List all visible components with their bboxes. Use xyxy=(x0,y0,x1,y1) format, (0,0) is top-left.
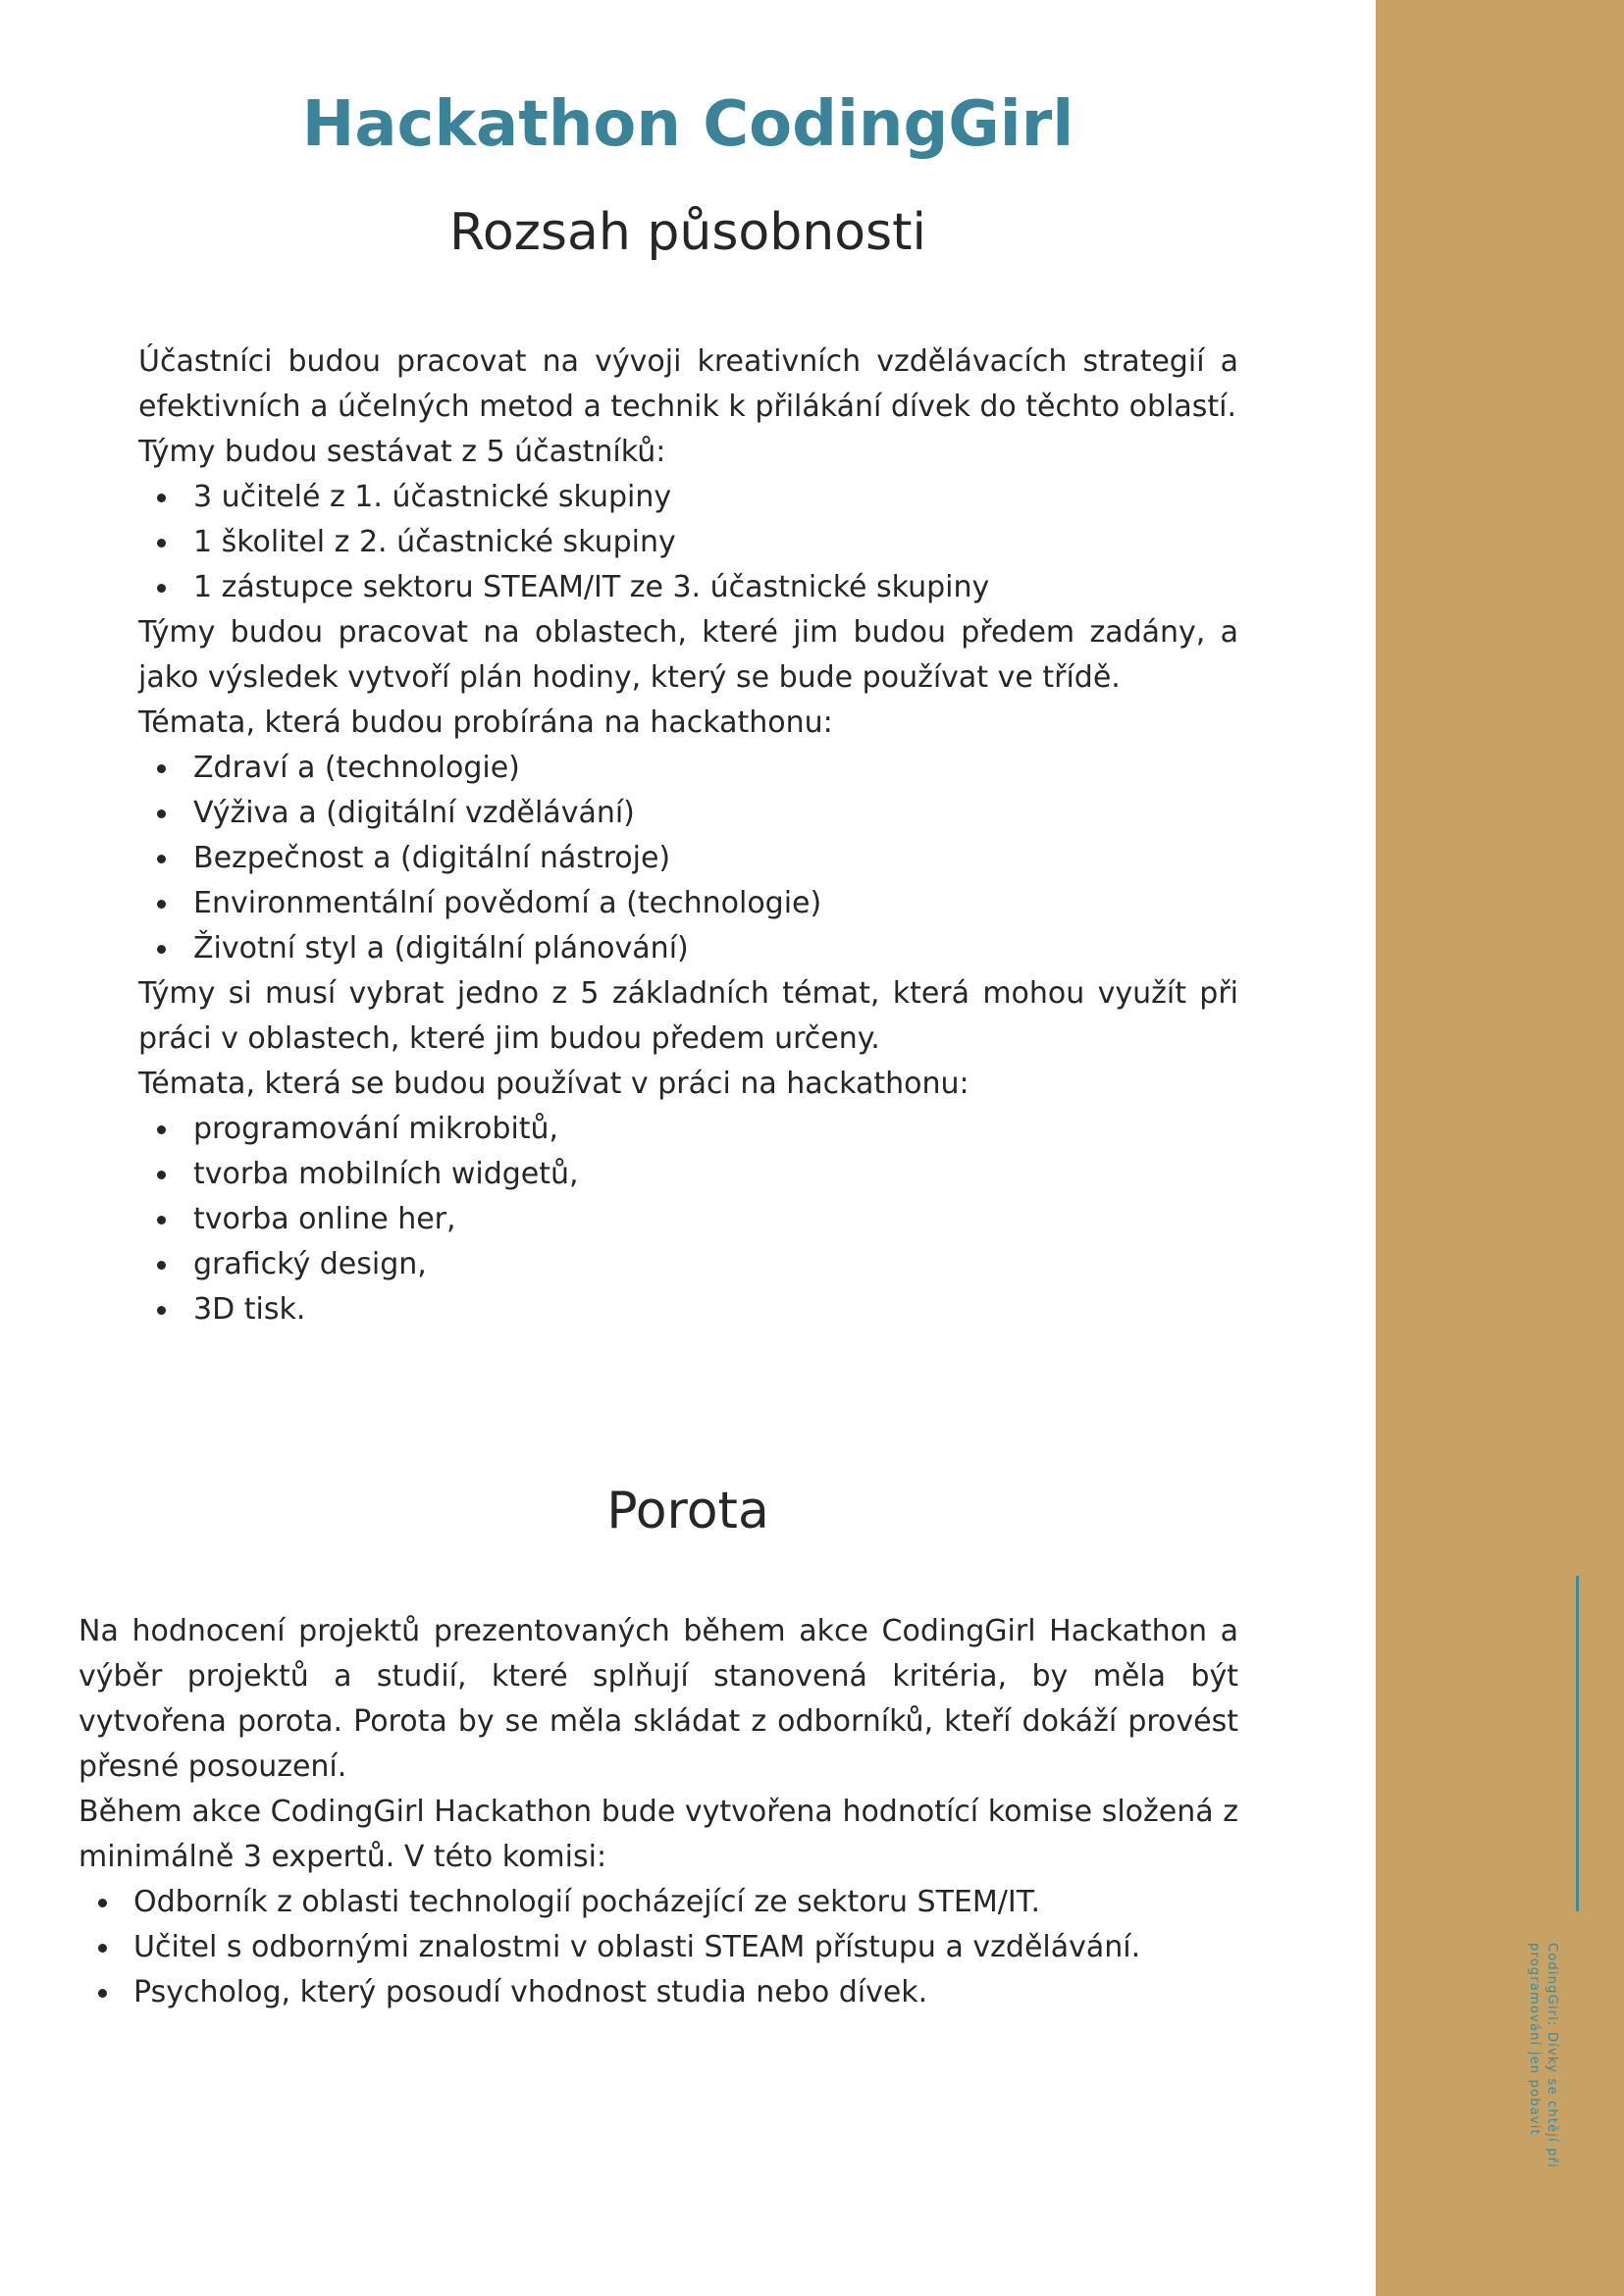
sidebar-divider-line xyxy=(1576,1576,1579,1911)
jury-heading: Porota xyxy=(606,1482,769,1540)
list-item: 1 zástupce sektoru STEAM/IT ze 3. účastnické skupiny xyxy=(138,565,1238,610)
bullet-icon xyxy=(98,1944,107,1953)
list-item: Psycholog, který posoudí vhodnost studia nebo dívek. xyxy=(79,1970,1238,2015)
tools-list xyxy=(138,1107,1238,1332)
bullet-icon xyxy=(98,1899,107,1907)
bullet-icon xyxy=(157,1171,166,1179)
sidebar-caption: CodingGirl: Dívky se chtějí při programování jen pobavit xyxy=(1527,1943,1559,2168)
topics-list xyxy=(138,746,1238,971)
scope-section xyxy=(138,339,1238,1332)
sidebar-band xyxy=(1376,0,1624,2296)
tools-label: Témata, která se budou používat v práci na hackathonu: xyxy=(138,1067,969,1101)
bullet-icon xyxy=(157,900,166,909)
bullet-icon xyxy=(157,1306,166,1315)
scope-heading: Rozsah působnosti xyxy=(449,203,926,262)
work-text: Týmy budou pracovat na oblastech, které jim budou předem zadány, a jako výsledek vytvoří plán hodiny, který se bude používat ve třídě. xyxy=(138,615,1238,695)
bullet-icon xyxy=(157,1261,166,1270)
list-item: Zdraví a (technologie) xyxy=(138,746,1238,791)
list-item: Bezpečnost a (digitální nástroje) xyxy=(138,836,1238,881)
topics-label: Témata, která budou probírána na hackathonu: xyxy=(138,705,833,740)
list-item: 3D tisk. xyxy=(138,1287,1238,1332)
jury-members-list xyxy=(79,1880,1238,2015)
bullet-icon xyxy=(157,584,166,593)
scope-intro: Účastníci budou pracovat na vývoji kreativních vzdělávacích strategií a efektivních a účelných metod a technik k přilákání dívek do těchto oblastí. xyxy=(138,344,1238,424)
list-item: tvorba mobilních widgetů, xyxy=(138,1152,1238,1197)
jury-paragraph-1: Na hodnocení projektů prezentovaných během akce CodingGirl Hackathon a výběr projektů a studií, které splňují stanovená kritéria, by měla být vytvořena porota. Porota by se měla skládat z odborníků, kteří dokáží provést přesné posouzení. xyxy=(79,1614,1238,1784)
jury-paragraph-2: Během akce CodingGirl Hackathon bude vytvořena hodnotící komise složená z minimálně 3 expertů. V této komisi: xyxy=(79,1795,1238,1874)
list-item: Výživa a (digitální vzdělávání) xyxy=(138,791,1238,836)
bullet-icon xyxy=(157,1125,166,1134)
bullet-icon xyxy=(98,1989,107,1998)
bullet-icon xyxy=(157,945,166,954)
list-item: programování mikrobitů, xyxy=(138,1107,1238,1152)
bullet-icon xyxy=(157,1216,166,1225)
teams-list xyxy=(138,475,1238,610)
list-item: Učitel s odbornými znalostmi v oblasti STEAM přístupu a vzdělávání. xyxy=(79,1925,1238,1970)
choose-text: Týmy si musí vybrat jedno z 5 základních témat, která mohou využít při práci v oblastech, které jim budou předem určeny. xyxy=(138,976,1238,1056)
list-item: 3 učitelé z 1. účastnické skupiny xyxy=(138,475,1238,520)
list-item: grafický design, xyxy=(138,1242,1238,1287)
bullet-icon xyxy=(157,539,166,548)
list-item: Životní styl a (digitální plánování) xyxy=(138,926,1238,971)
bullet-icon xyxy=(157,764,166,773)
list-item: Odborník z oblasti technologií pocházející ze sektoru STEM/IT. xyxy=(79,1880,1238,1925)
bullet-icon xyxy=(157,494,166,502)
list-item: Environmentální povědomí a (technologie) xyxy=(138,881,1238,926)
list-item: 1 školitel z 2. účastnické skupiny xyxy=(138,520,1238,565)
jury-section xyxy=(79,1609,1238,2015)
bullet-icon xyxy=(157,855,166,863)
bullet-icon xyxy=(157,809,166,818)
page-title: Hackathon CodingGirl xyxy=(301,88,1074,161)
teams-label: Týmy budou sestávat z 5 účastníků: xyxy=(138,435,666,469)
list-item: tvorba online her, xyxy=(138,1197,1238,1242)
